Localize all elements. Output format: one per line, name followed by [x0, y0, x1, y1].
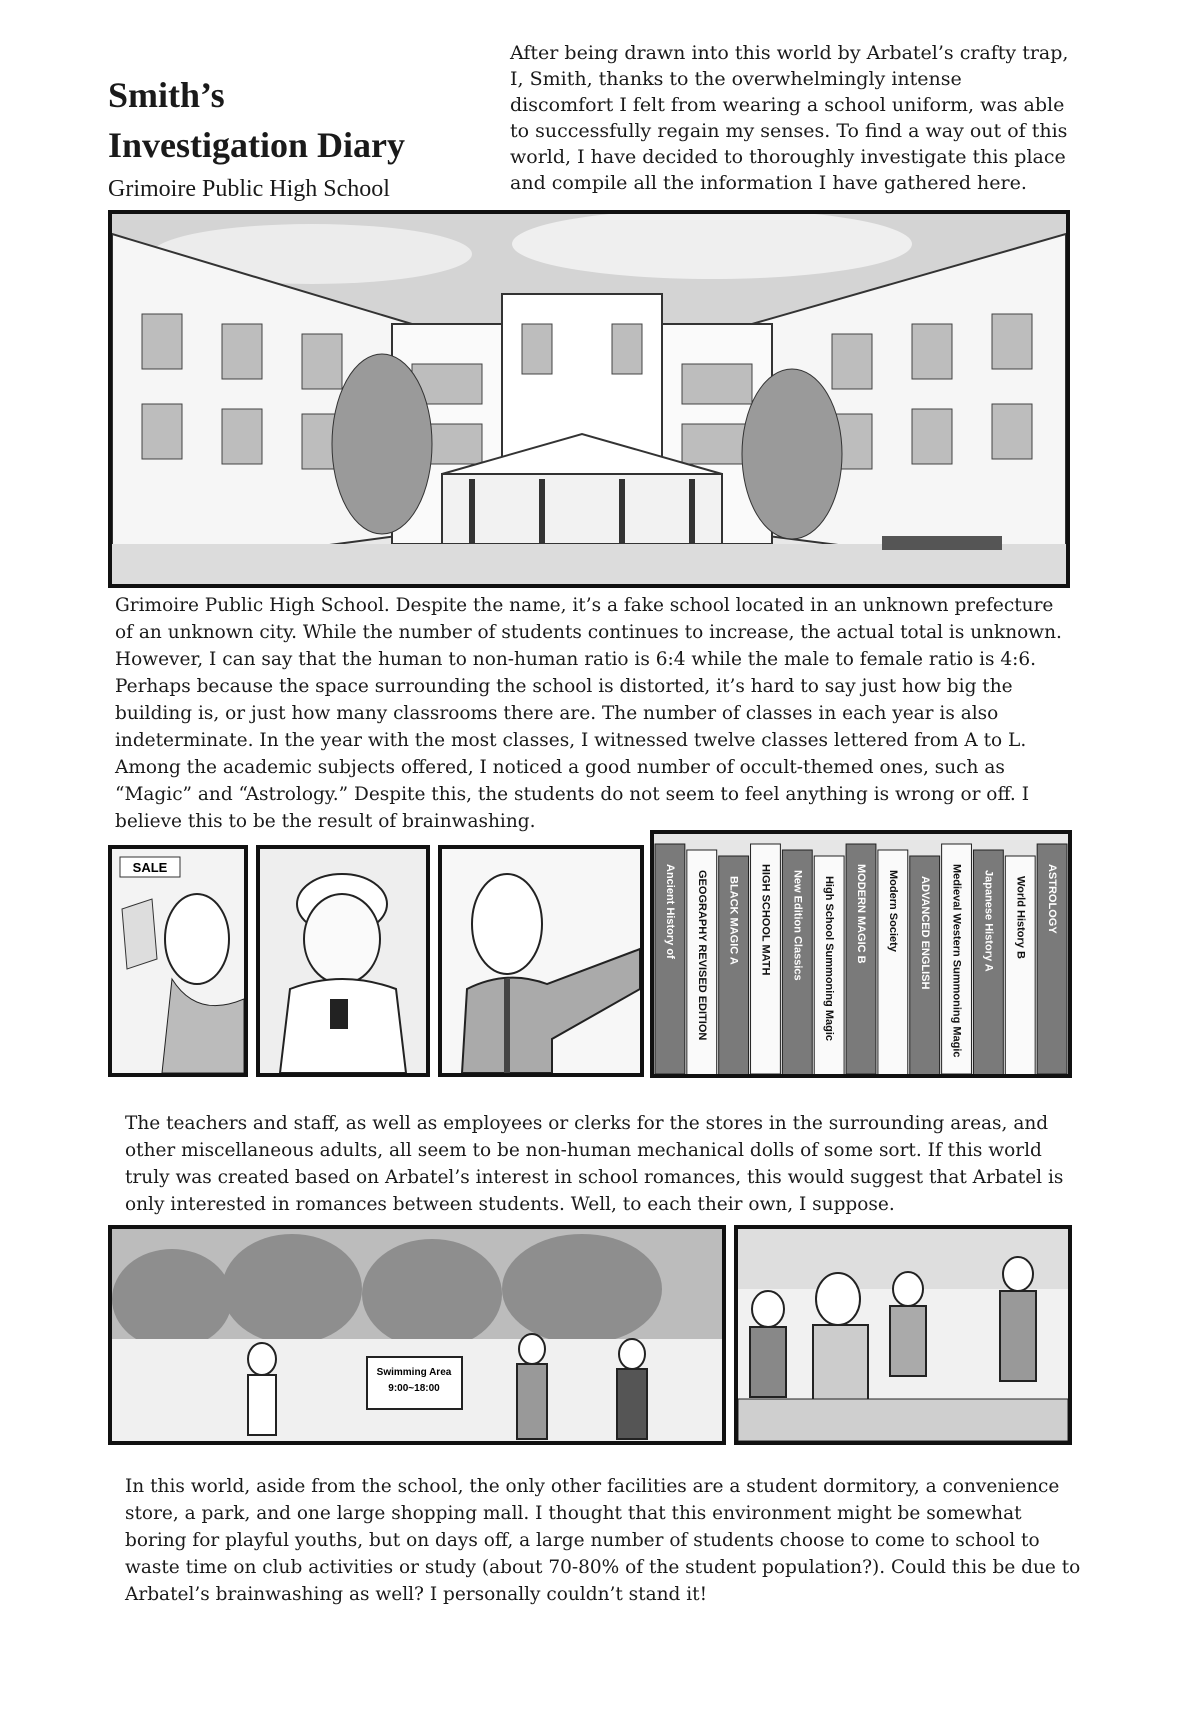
school-description: Grimoire Public High School. Despite the name, it’s a fake school located in an unknown prefecture of an unknown city. While the number of students continues to increase, the actual total is unknown. However, I can say that the human to non-human ratio is 6:4 while the male to female ratio is 4:6. Perhaps because the space surrounding the school is distorted, it’s hard to say just how big the building is, or just how many classrooms there are. The number of classes in each year is also indeterminate. In the year with the most classes, I witnessed twelve classes lettered from A to L. Among the academic subjects offered, I noticed a good number of occult-themed ones, such as “Magic” and “Astrology.” Despite this, the students do not seem to feel anything is wrong or off. I believe this to be the result of brainwashing.: [115, 595, 1062, 832]
book-title: Medieval Western Summoning Magic: [950, 864, 963, 1058]
intro-text: After being drawn into this world by Arbatel’s crafty trap, I, Smith, thanks to the overwhelmingly intense discomfort I felt from wearing a school uniform, was able to successfully regain my senses. To find a way out of this world, I have decided to thoroughly investigate this place and compile all the information I have gathered here.: [510, 42, 1069, 194]
clerk-panel: [108, 845, 248, 1077]
facilities-description: In this world, aside from the school, the only other facilities are a student dormitory, a convenience store, a park, and one large shopping mall. I thought that this environment might be somewhat boring for playful youths, but on days off, a large number of students choose to come to school to waste time on club activities or study (about 70-80% of the student population?). Could this be due to Arbatel’s brainwashing as well? I personally couldn’t stand it!: [125, 1476, 1081, 1605]
book-title: BLACK MAGIC A: [727, 876, 740, 965]
title-line-2: Investigation Diary: [108, 125, 405, 165]
book-title: High School Summoning Magic: [823, 876, 836, 1041]
school-building-illustration: [112, 214, 1066, 584]
book-title: MODERN MAGIC B: [855, 864, 868, 964]
book-title: ASTROLOGY: [1046, 864, 1059, 934]
book-title: HIGH SCHOOL MATH: [759, 864, 772, 976]
lunch-lady-panel: [256, 845, 430, 1077]
book-title: New Edition Classics: [791, 870, 804, 981]
staff-description: The teachers and staff, as well as employees or clerks for the stores in the surrounding areas, and other miscellaneous adults, all seem to be non-human mechanical dolls of some sort. If this world truly was created based on Arbatel’s interest in school romances, this would suggest that Arbatel is only interested in romances between students. Well, to each their own, I suppose.: [125, 1113, 1064, 1215]
book-title: World History B: [1014, 876, 1027, 959]
book-title: Modern Society: [886, 870, 899, 952]
classroom-illustration: [738, 1229, 1068, 1441]
book-title: GEOGRAPHY REVISED EDITION: [695, 870, 708, 1041]
diary-title-block: [108, 70, 468, 203]
sale-sign-text: SALE: [132, 860, 168, 875]
clerk-illustration: [112, 849, 244, 1073]
book-title: Ancient History of: [664, 864, 677, 959]
school-building-panel: [108, 210, 1070, 588]
teacher-illustration: [442, 849, 640, 1073]
lunch-lady-illustration: [260, 849, 426, 1073]
park-panel: [108, 1225, 726, 1445]
textbooks-panel: [650, 830, 1072, 1078]
title-line-1: Smith’s: [108, 75, 225, 115]
subtitle: Grimoire Public High School: [108, 176, 390, 202]
book-title: Japanese History A: [982, 870, 995, 972]
park-illustration: [112, 1229, 722, 1441]
swim-sign-hours: 9:00~18:00: [388, 1383, 440, 1394]
classroom-panel: [734, 1225, 1072, 1445]
teacher-panel: [438, 845, 644, 1077]
textbooks-illustration: [654, 834, 1068, 1074]
book-title: ADVANCED ENGLISH: [918, 876, 931, 990]
swim-sign-title: Swimming Area: [376, 1367, 452, 1378]
